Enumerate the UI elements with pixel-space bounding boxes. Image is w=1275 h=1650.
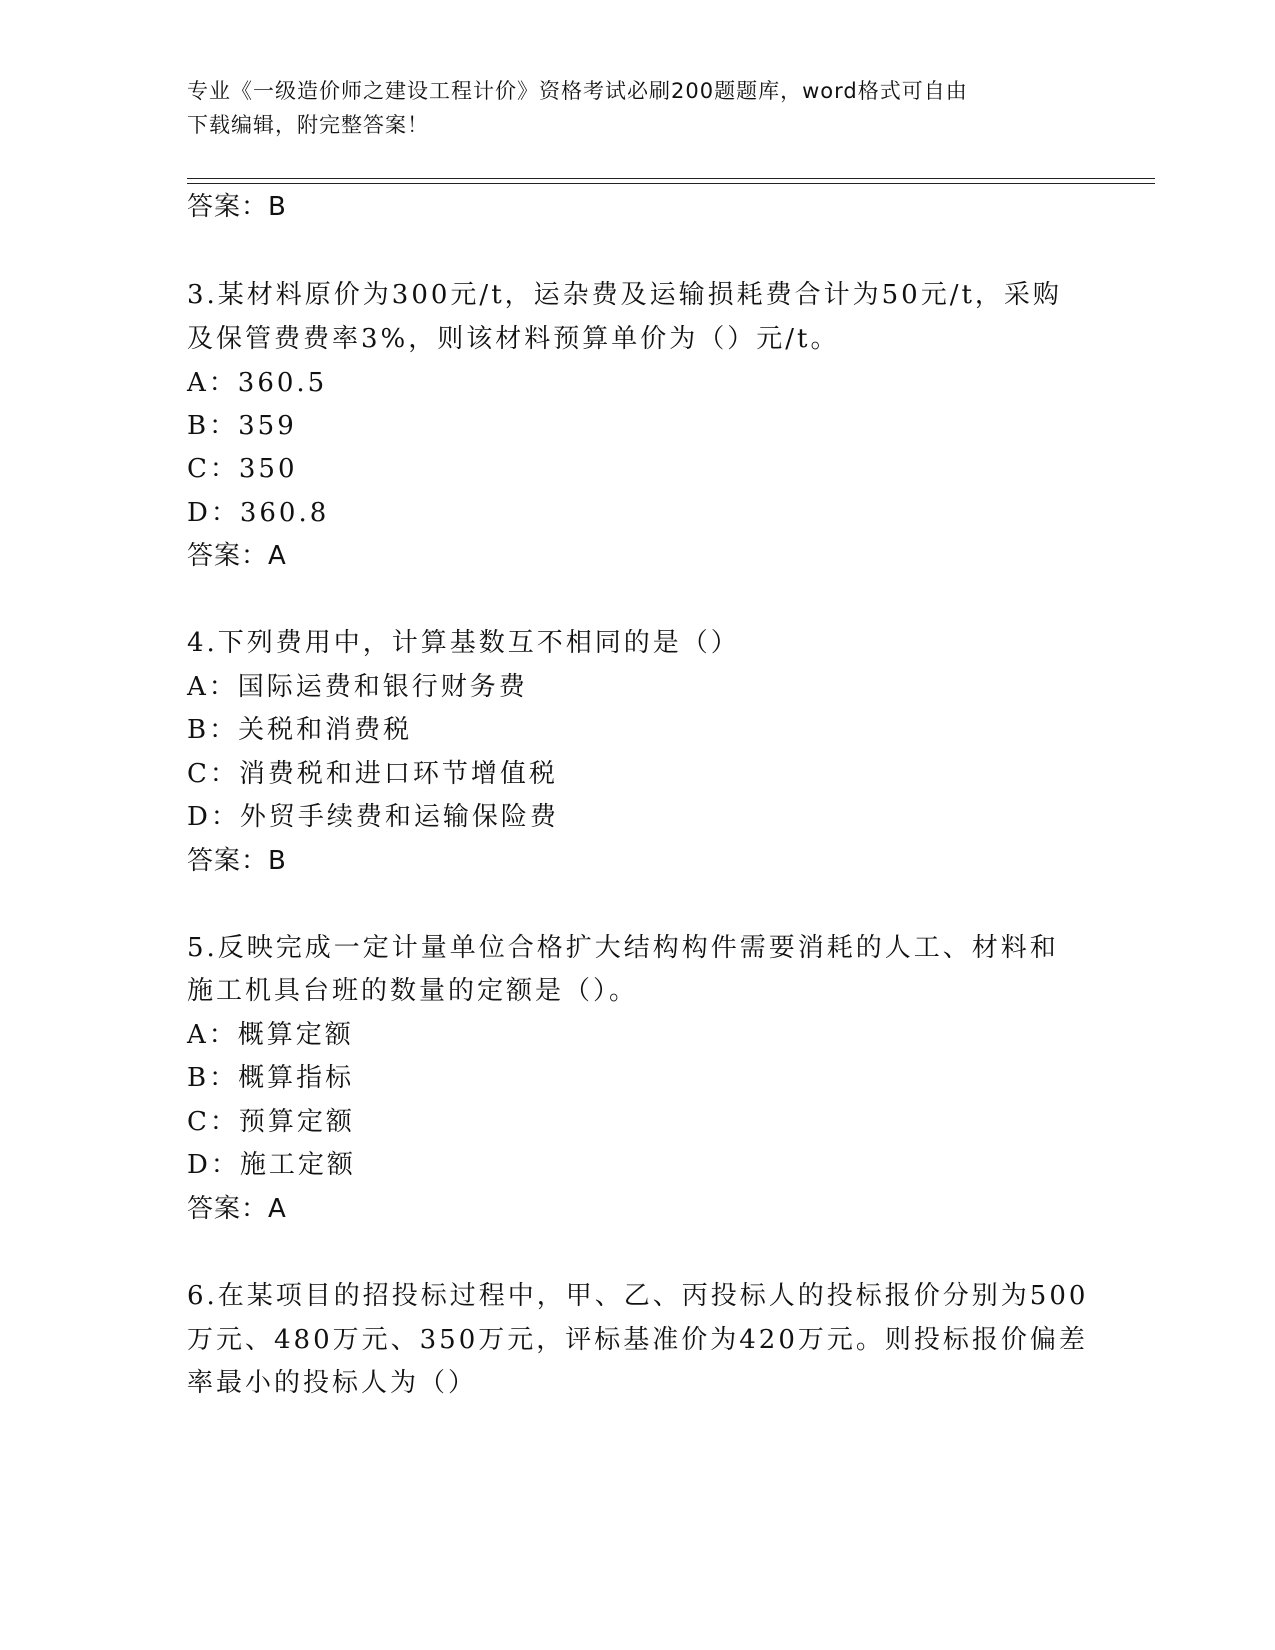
question-4-stem-line-1: 4.下列费用中，计算基数互不相同的是（） (187, 628, 740, 658)
question-4-option-c: C：消费税和进口环节增值税 (187, 759, 558, 789)
question-3-answer: 答案：A (187, 541, 287, 571)
question-3-stem-line-2: 及保管费费率3%，则该材料预算单价为（）元/t。 (187, 324, 840, 354)
question-5-option-c: C：预算定额 (187, 1107, 355, 1137)
question-6-stem-line-2: 万元、480万元、350万元，评标基准价为420万元。则投标报价偏差 (187, 1325, 1088, 1355)
question-6-stem-line-1: 6.在某项目的招投标过程中，甲、乙、丙投标人的投标报价分别为500 (187, 1281, 1089, 1311)
question-3-stem-line-1: 3.某材料原价为300元/t，运杂费及运输损耗费合计为50元/t，采购 (187, 280, 1062, 310)
question-6-stem-line-3: 率最小的投标人为（） (187, 1368, 478, 1398)
question-4-option-a: A：国际运费和银行财务费 (187, 672, 528, 702)
question-5-stem-line-2: 施工机具台班的数量的定额是（）。 (187, 976, 639, 1006)
header-divider-top (187, 178, 1155, 179)
question-3-option-d: D：360.8 (187, 498, 330, 528)
header-divider-bottom (187, 183, 1155, 184)
question-3-option-c: C：350 (187, 454, 298, 484)
document-header (187, 74, 1067, 142)
question-5-option-d: D：施工定额 (187, 1150, 356, 1180)
question-4-option-d: D：外贸手续费和运输保险费 (187, 802, 559, 832)
header-line-2: 下载编辑，附完整答案！ (187, 113, 429, 137)
question-3-option-b: B：359 (187, 411, 297, 441)
answer-previous: 答案：B (187, 192, 287, 222)
header-line-1: 专业《一级造价师之建设工程计价》资格考试必刷200题题库，word格式可自由 (187, 79, 968, 103)
question-5-answer: 答案：A (187, 1194, 287, 1224)
question-4-answer: 答案：B (187, 846, 287, 876)
question-4-option-b: B：关税和消费税 (187, 715, 413, 745)
question-3-option-a: A：360.5 (187, 368, 328, 398)
question-5-stem-line-1: 5.反映完成一定计量单位合格扩大结构构件需要消耗的人工、材料和 (187, 933, 1059, 963)
question-5-option-b: B：概算指标 (187, 1063, 355, 1093)
question-5-option-a: A：概算定额 (187, 1020, 354, 1050)
